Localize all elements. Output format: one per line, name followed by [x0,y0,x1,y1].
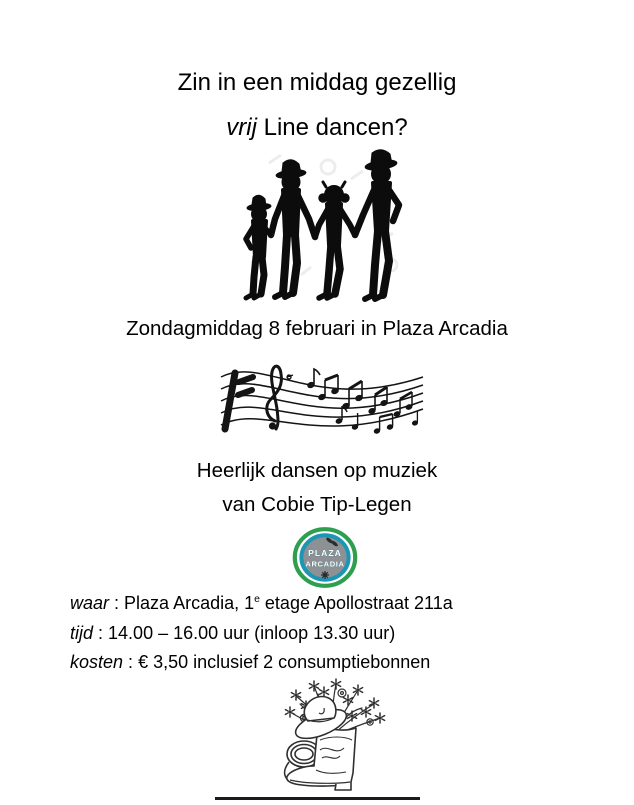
detail-tijd [70,619,453,649]
music-staff-notes-icon [219,351,425,443]
waar-value-part1: Plaza Arcadia, 1 [124,593,255,613]
music-line2: van Cobie Tip-Legen [222,493,412,516]
logo-name-line1: PLAZA [308,548,342,558]
waar-superscript: e [254,594,260,605]
title-line1: Zin in een middag gezellig [177,69,457,96]
plaza-arcadia-logo [292,527,358,588]
flyer-title [0,60,634,150]
event-date-line: Zondagmiddag 8 februari in Plaza Arcadia [126,317,508,340]
kosten-value: € 3,50 inclusief 2 consumptiebonnen [138,652,431,673]
music-text-block [0,454,634,522]
cowboy-boot-flowers-icon [258,678,403,792]
tijd-separator: : [93,622,109,643]
detail-kosten [70,648,453,678]
event-details [70,589,453,678]
title-line2-italic: vrij [226,114,257,141]
detail-waar [70,589,453,619]
title-line2 [0,105,634,150]
bottom-divider [215,797,420,800]
line-dancers-silhouette-icon [231,145,421,307]
starburst-icon [321,571,329,579]
logo-name-line2: ARCADIA [305,559,345,569]
tijd-label: tijd [70,622,94,643]
tijd-value: 14.00 – 16.00 uur (inloop 13.30 uur) [108,622,396,643]
waar-value-part2: etage Apollostraat 211a [259,593,453,613]
waar-separator: : [109,593,125,613]
title-line2-rest: Line dancen? [256,114,408,141]
kosten-separator: : [123,652,139,673]
music-line1: Heerlijk dansen op muziek [196,459,438,482]
kosten-label: kosten [70,652,124,673]
waar-label: waar [70,593,110,613]
